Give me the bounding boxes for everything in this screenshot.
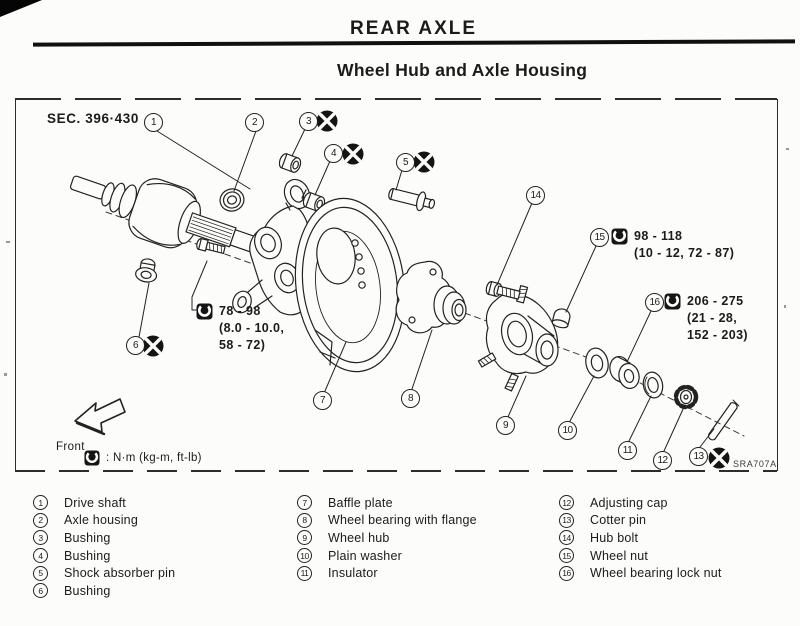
bushing-6-drawing bbox=[135, 257, 160, 283]
part-label: Axle housing bbox=[64, 513, 138, 528]
callout-11: 11 bbox=[618, 441, 637, 460]
part-number-badge: 13 bbox=[559, 513, 574, 528]
torque-value: 152 - 203) bbox=[687, 328, 748, 342]
wheel-nut-drawing bbox=[551, 307, 571, 329]
part-number-badge: 11 bbox=[297, 566, 312, 581]
noise-speck bbox=[786, 148, 789, 150]
torque-value: 98 - 118 bbox=[634, 229, 683, 243]
torque-spec-wheel-nut bbox=[611, 228, 734, 262]
section-code: SEC. 396·430 bbox=[47, 111, 140, 126]
part-label: Drive shaft bbox=[64, 495, 126, 510]
part-label: Shock absorber pin bbox=[64, 566, 176, 581]
torque-value: 206 - 275 bbox=[687, 294, 744, 308]
torque-unit-text: : N·m (kg-m, ft-lb) bbox=[106, 452, 202, 464]
callout-8: 8 bbox=[401, 389, 420, 408]
page-title: REAR AXLE bbox=[350, 18, 478, 39]
part-label: Hub bolt bbox=[590, 530, 639, 545]
part-label: Bushing bbox=[64, 583, 111, 598]
legend-item bbox=[297, 494, 477, 512]
part-label: Adjusting cap bbox=[590, 495, 668, 510]
legend-item bbox=[559, 494, 722, 512]
part-label: Baffle plate bbox=[328, 495, 393, 510]
part-number-badge: 4 bbox=[33, 548, 48, 563]
torque-spec-housing bbox=[196, 303, 284, 354]
part-label: Wheel bearing lock nut bbox=[590, 566, 722, 581]
hub-stud bbox=[478, 353, 495, 367]
legend-column-1 bbox=[33, 494, 175, 600]
callout-2: 2 bbox=[245, 113, 264, 132]
part-label: Wheel bearing with flange bbox=[328, 513, 477, 528]
legend-item bbox=[559, 529, 722, 547]
hub-stud bbox=[505, 374, 518, 391]
torque-value: (8.0 - 10.0, bbox=[219, 321, 285, 335]
callout-13: 13 bbox=[689, 447, 708, 466]
part-number-badge: 9 bbox=[297, 530, 312, 545]
torque-spec-lock-nut bbox=[664, 293, 748, 344]
legend-item bbox=[559, 547, 722, 565]
part-number-badge: 15 bbox=[559, 548, 574, 563]
torque-wrench-icon bbox=[196, 303, 213, 320]
legend-item bbox=[297, 512, 477, 530]
legend-item bbox=[297, 564, 477, 582]
part-number-badge: 2 bbox=[33, 513, 48, 528]
part-number-badge: 14 bbox=[559, 530, 574, 545]
legend-column-2 bbox=[297, 494, 477, 582]
torque-unit-note bbox=[84, 450, 202, 466]
insulator-drawing bbox=[641, 370, 665, 399]
callout-1: 1 bbox=[144, 113, 163, 132]
legend-column-3 bbox=[559, 494, 722, 582]
noise-speck bbox=[6, 241, 10, 243]
legend-item bbox=[33, 582, 175, 600]
wheel-hub-drawing bbox=[478, 286, 558, 391]
section-title: Wheel Hub and Axle Housing bbox=[337, 60, 588, 80]
shock-absorber-pin-drawing bbox=[387, 184, 437, 214]
torque-wrench-icon bbox=[664, 293, 681, 310]
callout-10: 10 bbox=[558, 421, 577, 440]
bushing-3-drawing bbox=[278, 152, 303, 173]
legend-item bbox=[33, 494, 175, 512]
callout-4: 4 bbox=[324, 144, 343, 163]
torque-value: (10 - 12, 72 - 87) bbox=[634, 246, 735, 260]
callout-5: 5 bbox=[396, 153, 415, 172]
adjusting-cap-drawing bbox=[675, 386, 697, 408]
plain-washer-drawing bbox=[583, 346, 611, 380]
part-number-badge: 10 bbox=[297, 548, 312, 563]
replace-mark-icon bbox=[709, 448, 730, 469]
part-label: Bushing bbox=[64, 530, 111, 545]
part-number-badge: 7 bbox=[297, 495, 312, 510]
part-number-badge: 12 bbox=[559, 495, 574, 510]
part-number-badge: 1 bbox=[33, 495, 48, 510]
front-label: Front bbox=[56, 441, 85, 453]
part-number-badge: 6 bbox=[33, 583, 48, 598]
front-arrow-icon bbox=[75, 399, 125, 434]
lock-nut-drawing bbox=[608, 355, 642, 391]
callout-7: 7 bbox=[313, 391, 332, 410]
callout-15: 15 bbox=[590, 228, 609, 247]
part-number-badge: 3 bbox=[33, 530, 48, 545]
legend-item bbox=[33, 564, 175, 582]
torque-value: 78 - 98 bbox=[219, 304, 261, 318]
callout-6: 6 bbox=[126, 336, 145, 355]
part-label: Plain washer bbox=[328, 548, 402, 563]
legend-item bbox=[559, 512, 722, 530]
noise-speck bbox=[4, 373, 7, 376]
legend-item bbox=[297, 547, 477, 565]
replace-mark-icon bbox=[414, 152, 435, 173]
torque-value: 58 - 72) bbox=[219, 338, 266, 352]
part-number-badge: 16 bbox=[559, 566, 574, 581]
legend-item bbox=[33, 529, 175, 547]
noise-speck bbox=[784, 305, 786, 308]
callout-16: 16 bbox=[645, 293, 664, 312]
legend-item bbox=[559, 564, 722, 582]
cotter-pin-drawing bbox=[709, 400, 739, 440]
callout-9: 9 bbox=[496, 416, 515, 435]
callout-3: 3 bbox=[299, 112, 318, 131]
callout-12: 12 bbox=[653, 451, 672, 470]
replace-mark-icon bbox=[143, 336, 164, 357]
replace-mark-icon bbox=[317, 111, 338, 132]
part-label: Cotter pin bbox=[590, 513, 647, 528]
figure-code: SRA707A bbox=[733, 459, 777, 469]
bushing-2-drawing bbox=[218, 186, 247, 213]
part-number-badge: 5 bbox=[33, 566, 48, 581]
legend-item bbox=[33, 547, 175, 565]
legend-item bbox=[33, 512, 175, 530]
torque-wrench-icon bbox=[84, 450, 100, 466]
legend-item bbox=[297, 529, 477, 547]
part-label: Bushing bbox=[64, 548, 111, 563]
part-label: Insulator bbox=[328, 566, 378, 581]
part-label: Wheel hub bbox=[328, 530, 390, 545]
callout-14: 14 bbox=[526, 186, 545, 205]
part-number-badge: 8 bbox=[297, 513, 312, 528]
part-label: Wheel nut bbox=[590, 548, 649, 563]
wheel-bearing-drawing bbox=[396, 261, 466, 332]
torque-value: (21 - 28, bbox=[687, 311, 738, 325]
torque-wrench-icon bbox=[611, 228, 628, 245]
replace-mark-icon bbox=[343, 144, 364, 165]
